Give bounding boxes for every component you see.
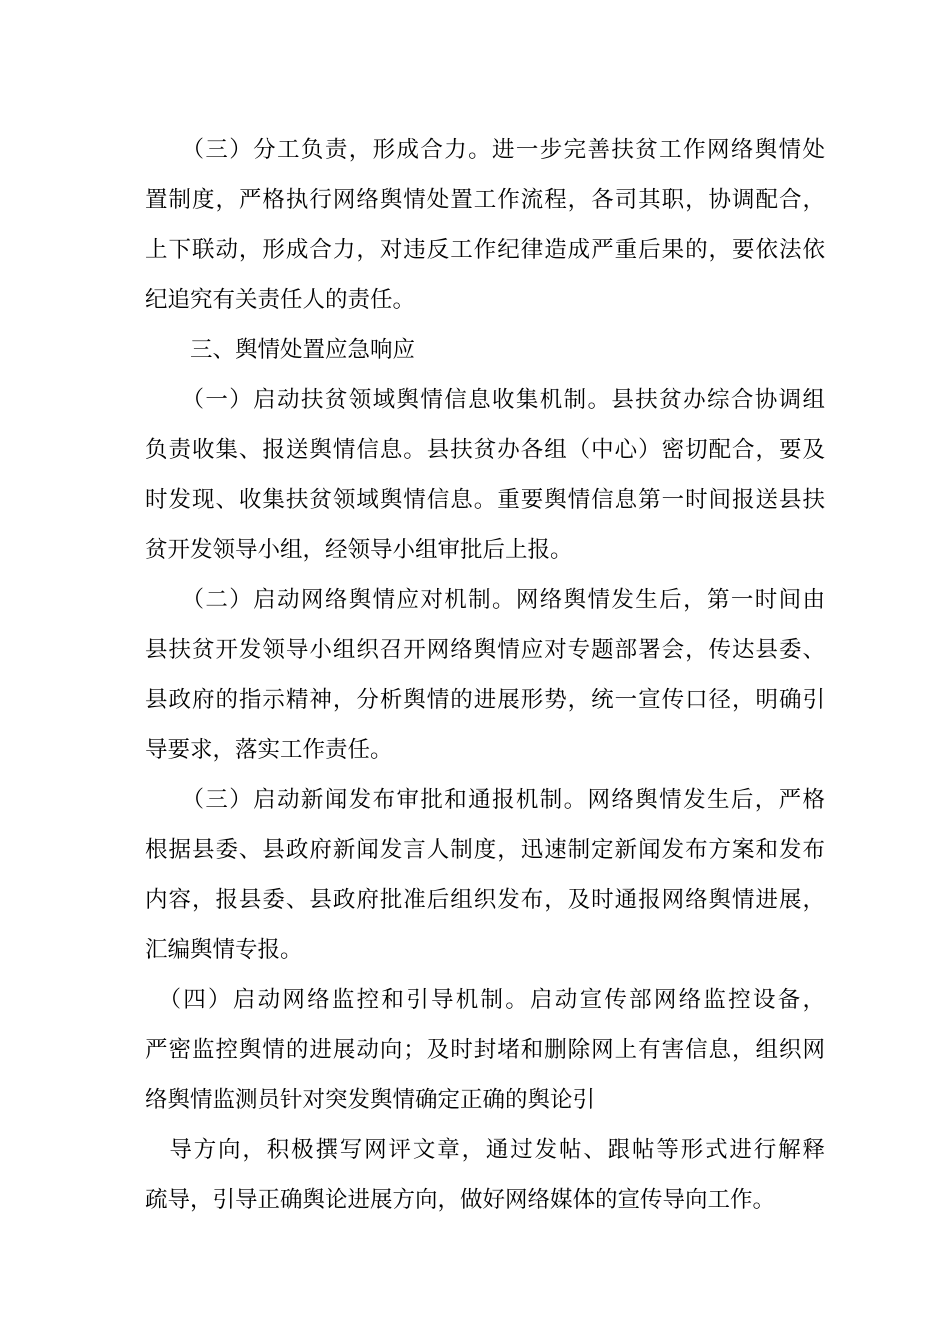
paragraph-5-line-4: 汇编舆情专报。 <box>145 937 303 963</box>
paragraph-6-line-3: 络舆情监测员针对突发舆情确定正确的舆论引 <box>145 1087 596 1113</box>
paragraph-3-line-1: （一）启动扶贫领域舆情信息收集机制。县扶贫办综合协调组 <box>145 387 825 413</box>
paragraph-5-line-1: （三）启动新闻发布审批和通报机制。网络舆情发生后，严格 <box>145 787 825 813</box>
paragraph-1-line-1: （三）分工负责，形成合力。进一步完善扶贫工作网络舆情处 <box>145 137 825 163</box>
paragraph-3-line-2: 负责收集、报送舆情信息。县扶贫办各组（中心）密切配合，要及 <box>145 437 825 463</box>
paragraph-1-line-3: 上下联动，形成合力，对违反工作纪律造成严重后果的，要依法依 <box>145 237 825 263</box>
paragraph-6-line-1: （四）启动网络监控和引导机制。启动宣传部网络监控设备， <box>145 987 825 1013</box>
paragraph-5-line-2: 根据县委、县政府新闻发言人制度，迅速制定新闻发布方案和发布 <box>145 837 825 863</box>
paragraph-6-line-2: 严密监控舆情的进展动向；及时封堵和删除网上有害信息，组织网 <box>145 1037 825 1063</box>
paragraph-4-line-2: 县扶贫开发领导小组织召开网络舆情应对专题部署会，传达县委、 <box>145 637 825 663</box>
paragraph-1-line-2: 置制度，严格执行网络舆情处置工作流程，各司其职，协调配合， <box>145 187 825 213</box>
paragraph-3-line-4: 贫开发领导小组，经领导小组审批后上报。 <box>145 537 573 563</box>
paragraph-1-line-4: 纪追究有关责任人的责任。 <box>145 287 416 313</box>
paragraph-4-line-1: （二）启动网络舆情应对机制。网络舆情发生后，第一时间由 <box>145 587 825 613</box>
paragraph-4-line-3: 县政府的指示精神，分析舆情的进展形势，统一宣传口径，明确引 <box>145 687 825 713</box>
section-heading: 三、舆情处置应急响应 <box>145 337 416 363</box>
paragraph-4-line-4: 导要求，落实工作责任。 <box>145 737 393 763</box>
paragraph-3-line-3: 时发现、收集扶贫领域舆情信息。重要舆情信息第一时间报送县扶 <box>145 487 825 513</box>
paragraph-7-line-1: 导方向，积极撰写网评文章，通过发帖、跟帖等形式进行解释 <box>145 1137 825 1163</box>
paragraph-5-line-3: 内容，报县委、县政府批准后组织发布，及时通报网络舆情进展， <box>145 887 825 913</box>
paragraph-7-line-2: 疏导，引导正确舆论进展方向，做好网络媒体的宣传导向工作。 <box>145 1187 776 1213</box>
